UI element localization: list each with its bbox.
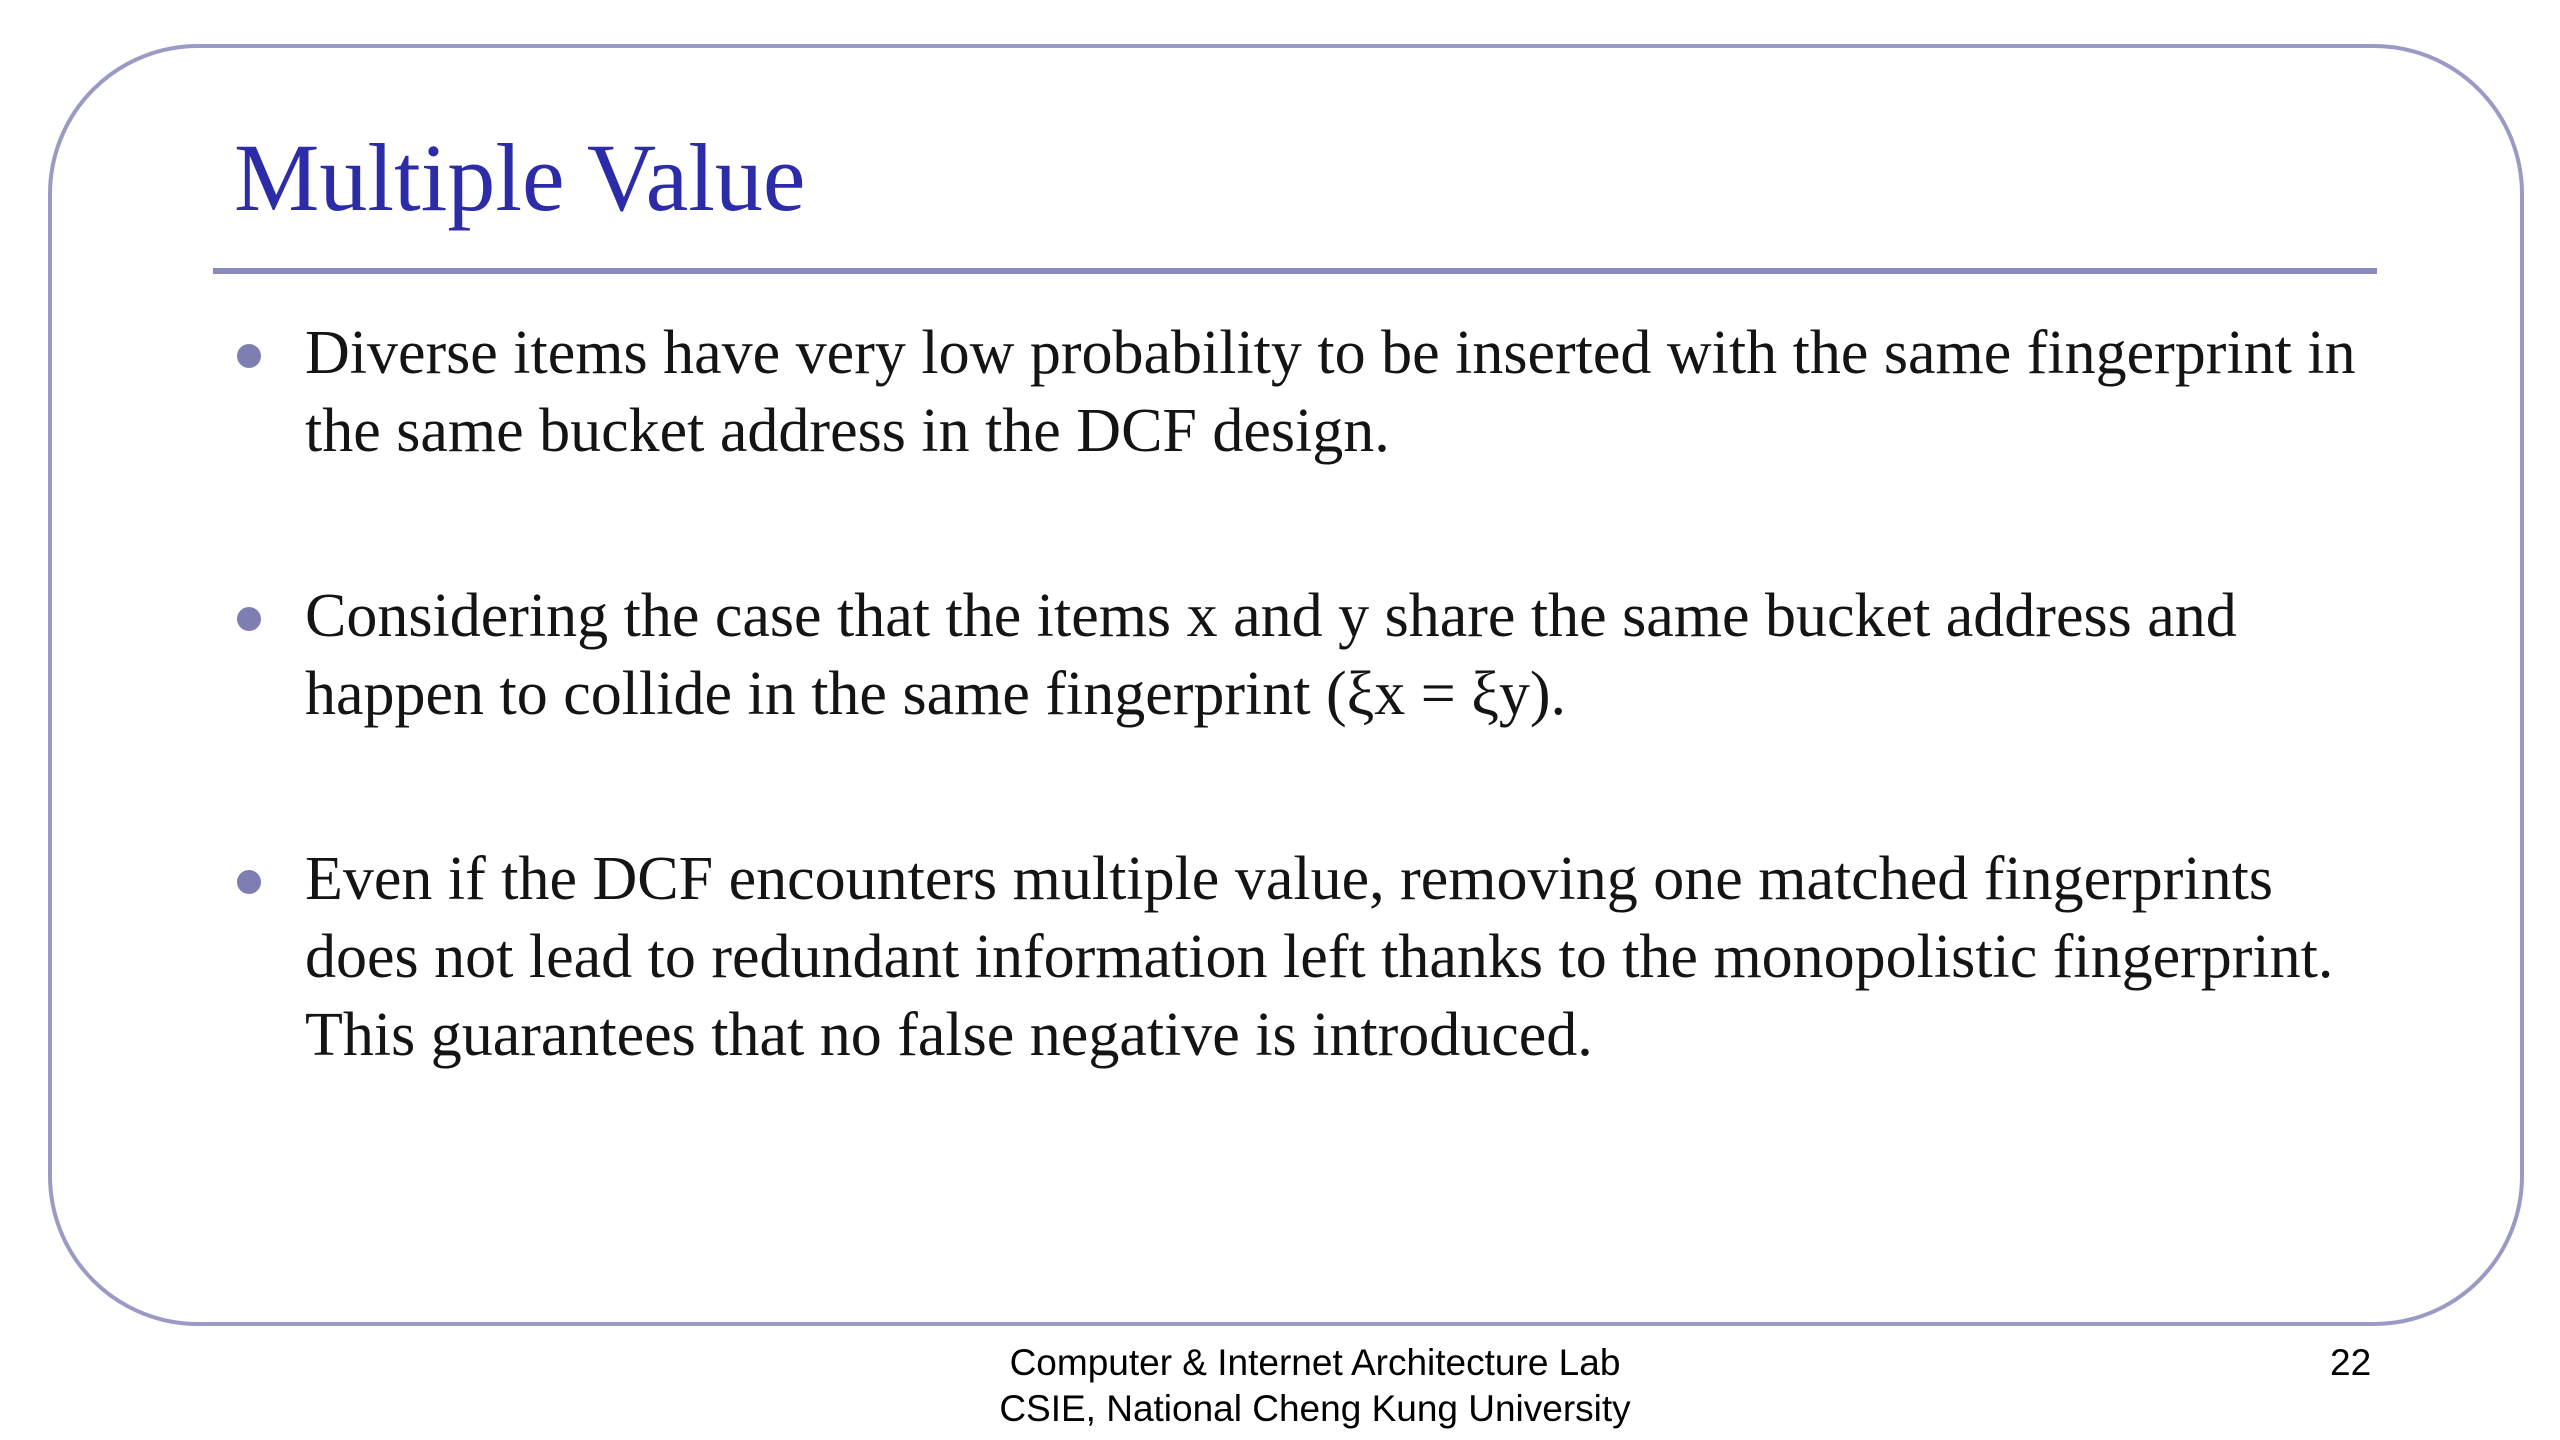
footer-lab-name: Computer & Internet Architecture Lab (1009, 1342, 1621, 1383)
bullet-text: Even if the DCF encounters multiple value, removing one matched fingerprints does not lead to redundant information left thanks to the monopolistic fingerprint. This guarantees that no false negative is introduced. (305, 845, 2334, 1069)
footer-lab-credit (0, 1340, 2560, 1432)
footer-university-name: CSIE, National Cheng Kung University (999, 1388, 1631, 1429)
slide-title: Multiple Value (234, 124, 806, 231)
title-divider (213, 268, 2377, 274)
bullet-dot-icon (237, 870, 261, 894)
page-number: 22 (2330, 1342, 2372, 1383)
bullet-dot-icon (237, 607, 261, 631)
bullet-dot-icon (237, 344, 261, 368)
bullet-text: Considering the case that the items x and y share the same bucket address and happen to collide in the same fingerprint (ξx = ξy). (305, 582, 2237, 728)
bullet-text: Diverse items have very low probability to be inserted with the same fingerprint in the same bucket address in the DCF design. (305, 319, 2356, 465)
